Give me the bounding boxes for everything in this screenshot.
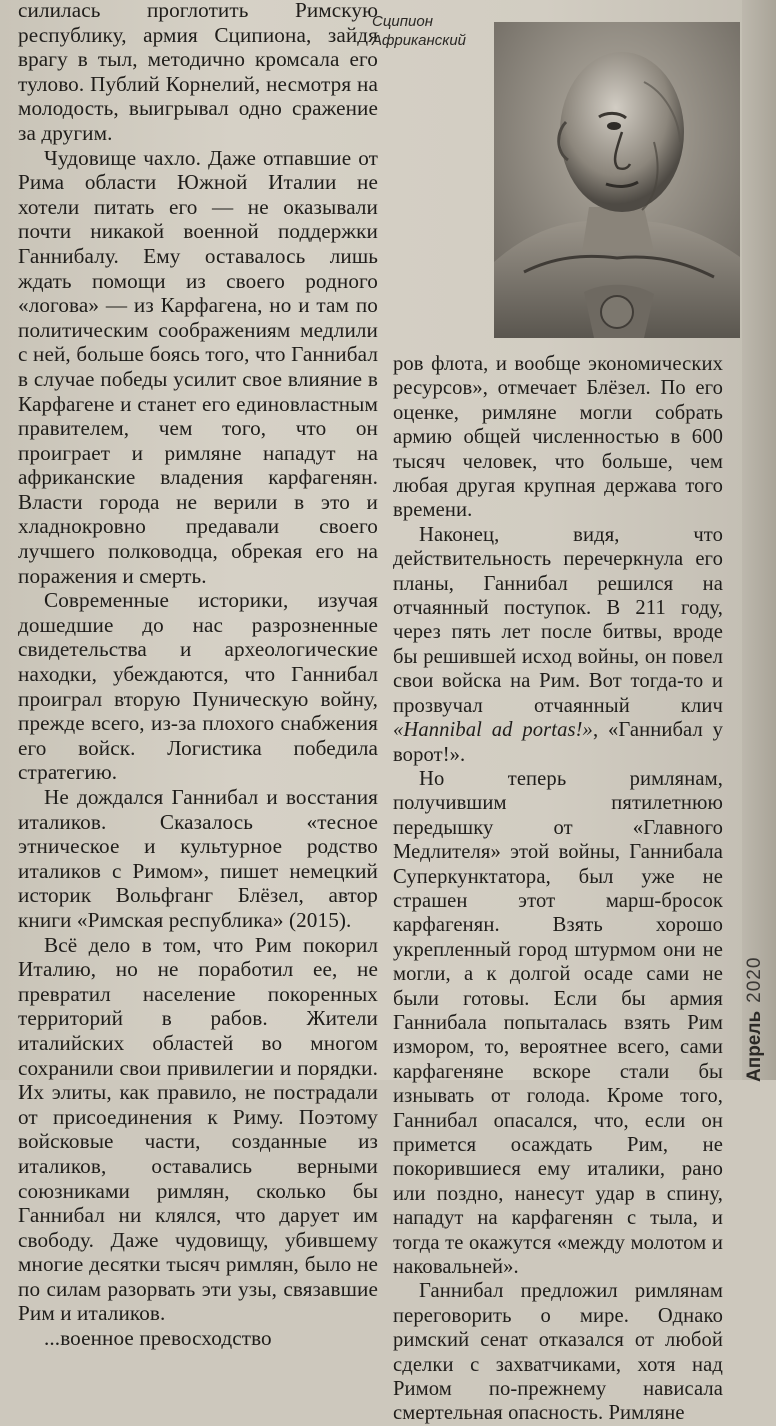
paragraph: Не дождался Ганнибал и восстания италиков. Сказалось «тесное этническое и культурное родство италиков с Римом», пишет немецкий историк Вольфганг Блёзел, автор книги «Римская республика» (2015).: [18, 785, 378, 932]
page-gutter: [742, 0, 776, 1080]
caption-name: Сципион: [372, 13, 433, 30]
paragraph: Ганнибал предложил римлянам переговорить о мире. Однако римский сенат отказался от любой сделки с захватчиками, хотя над Римом по-прежнему нависала смертельная опасность. Римляне: [393, 1280, 723, 1425]
right-text-column: [393, 352, 723, 1426]
paragraph: [393, 523, 723, 767]
paragraph: Чудовище чахло. Даже отпавшие от Рима области Южной Италии не хотели питать его — не оказывали почти никакой военной поддержки Ганнибалу. Ему оставалось лишь ждать помощи из своего родного «логова» — из Карфагена, но и там по политическим соображениям медлили с ней, больше боясь того, что Ганнибал в случае победы усилит свое влияние в Карфагене и станет его единовластным правителем, чем того, что он проиграет и римляне нападут на африканские владения карфагенян. Власти города не верили в это и хладнокровно предавали своего лучшего полководца, обрекая его на поражения и смерть.: [18, 145, 378, 588]
page-footer: [744, 957, 766, 1082]
portrait-engraving-icon: [494, 22, 740, 338]
paragraph-text: Наконец, видя, что действительность перечеркнула его планы, Ганнибал решился на отчаянный поступок. В 211 году, через пять лет после битвы, вроде бы решившей исход войны, он повел свои войска на Рим. Вот тогда-то и прозвучал отчаянный клич: [393, 523, 723, 717]
paragraph: Всё дело в том, что Рим покорил Италию, но не поработил ее, не превратил население покоренных территорий в рабов. Жители италийских областей во многом сохранили свои привилегии и порядки. Их элиты, как правило, не пострадали от присоединения к Риму. Поэтому войсковые части, созданные из италиков, оставались верными союзниками римлян, сколько бы Ганнибал ни клялся, что дарует им свободу. Даже чудовищу, убившему многие десятки тысяч римлян, было не по силам разорвать эти узы, связавшие Рим и италиков.: [18, 932, 378, 1326]
paragraph: силилась проглотить Римскую республику, армия Сципиона, зайдя врагу в тыл, методично кромсала его тулово. Публий Корнелий, несмотря на молодость, выигрывал одно сражение за другим.: [18, 0, 378, 145]
portrait-caption: [372, 12, 484, 50]
paragraph-text: , «Ганнибал у ворот!».: [393, 719, 723, 766]
paragraph: ров флота, и вообще экономических ресурсов», отмечает Блёзел. По его оценке, римляне могли собрать армию общей численностью в 600 тысяч человек, что больше, чем любая другая крупная держава того времени.: [393, 353, 723, 522]
scipio-portrait-image: [494, 22, 740, 338]
caption-title: Африканский: [372, 32, 466, 49]
paragraph: ...военное превосходство: [44, 1326, 272, 1351]
footer-month: Апрель: [744, 1010, 765, 1082]
left-text-column: [18, 0, 378, 1351]
latin-quote: «Hannibal ad portas!»: [393, 719, 593, 742]
paragraph: Но теперь римлянам, получившим пятилетнюю передышку от «Главного Медлителя» этой войны, Ганнибала Суперкунктатора, был уже не страшен этот марш-бросок карфагенян. Взять хорошо укрепленный город штурмом они не могли, а к долгой осаде сами не были готовы. Если бы армия Ганнибала попыталась взять Рим измором, то, вероятнее всего, сами карфагеняне вскоре стали бы изнывать от голода. Кроме того, Ганнибал опасался, что, если он примется осаждать Рим, не покорившиеся ему италики, рано или поздно, нанесут удар в спину, нападут на карфагенян с тыла, и тогда те окажутся «между молотом и наковальней».: [393, 767, 723, 1279]
footer-year: 2020: [744, 956, 765, 1003]
paragraph: Современные историки, изучая дошедшие до нас разрозненные свидетельства и археологические находки, убеждаются, что Ганнибал проиграл вторую Пуническую войну, прежде всего, из-за плохого снабжения его войск. Логистика победила стратегию.: [18, 588, 378, 785]
